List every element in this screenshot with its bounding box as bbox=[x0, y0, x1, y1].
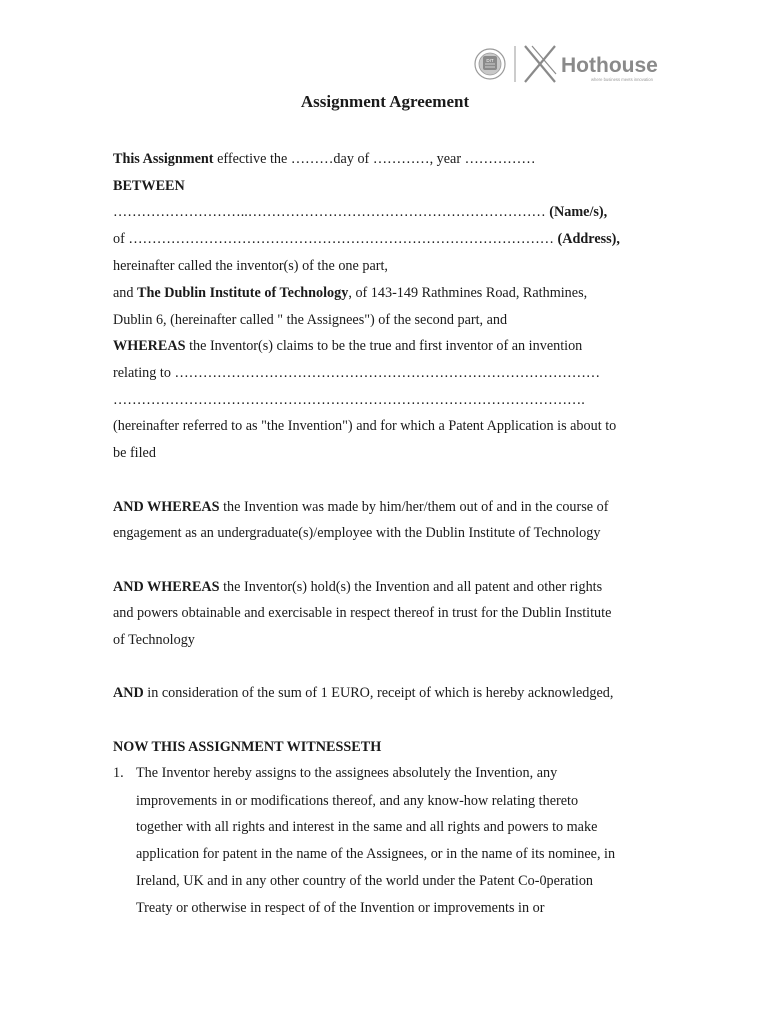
address-prefix: of ……………………………………………………………………………… bbox=[113, 231, 558, 247]
intro-line bbox=[113, 150, 536, 168]
inventor-part-line: hereinafter called the inventor(s) of the one part, bbox=[113, 258, 388, 274]
dit-crest-icon bbox=[475, 49, 505, 79]
dublin-line: Dublin 6, (hereinafter called " the Assignees") of the second part, and bbox=[113, 312, 508, 328]
and-whereas-1-line bbox=[113, 498, 608, 516]
whereas-rest: the Inventor(s) claims to be the true and first inventor of an invention bbox=[185, 338, 583, 354]
dots-line: ………………………………………………………………………………………. bbox=[113, 392, 585, 408]
name-dots: ………………………..……………………………………………………… bbox=[113, 204, 550, 220]
and-rest: in consideration of the sum of 1 EURO, receipt of which is hereby acknowledged, bbox=[143, 685, 614, 701]
of-technology-line: of Technology bbox=[113, 632, 195, 648]
document-title: Assignment Agreement bbox=[300, 92, 470, 111]
engagement-line: engagement as an undergraduate(s)/employee with the Dublin Institute of Technology bbox=[113, 525, 601, 541]
clause-number: 1. bbox=[113, 765, 124, 781]
witnesseth-heading: NOW THIS ASSIGNMENT WITNESSETH bbox=[113, 739, 382, 755]
and-whereas-2-rest: the Inventor(s) hold(s) the Invention and all patent and other rights bbox=[219, 579, 603, 595]
name-label: (Name/s), bbox=[549, 204, 608, 220]
and-bold: AND bbox=[113, 685, 144, 701]
relating-line: relating to ……………………………………………………………………………… bbox=[113, 365, 601, 381]
dit-line bbox=[113, 284, 587, 302]
header-logos bbox=[470, 40, 670, 90]
and-whereas-1-bold: AND WHEREAS bbox=[113, 499, 220, 515]
intro-bold: This Assignment bbox=[113, 151, 214, 167]
clause-line: improvements in or modifications thereof, and any know-how relating thereto bbox=[136, 793, 579, 809]
hothouse-tagline: where business meets innovation bbox=[591, 77, 653, 82]
dit-address: , of 143-149 Rathmines Road, Rathmines, bbox=[348, 285, 588, 301]
name-line bbox=[113, 203, 607, 221]
logo-graphic bbox=[470, 40, 670, 90]
intro-rest: effective the ………day of …………, year …………… bbox=[213, 151, 536, 167]
hothouse-x-icon bbox=[525, 46, 556, 82]
and-text: and bbox=[113, 285, 138, 301]
whereas-bold: WHEREAS bbox=[113, 338, 186, 354]
and-whereas-1-rest: the Invention was made by him/her/them out of and in the course of bbox=[219, 499, 609, 515]
address-label: (Address), bbox=[557, 231, 620, 247]
hereinafter-line: (hereinafter referred to as "the Invention") and for which a Patent Application is about to bbox=[113, 418, 617, 434]
and-whereas-2-bold: AND WHEREAS bbox=[113, 579, 220, 595]
dit-logo-text: DIT bbox=[486, 58, 494, 63]
clause-line: Treaty or otherwise in respect of of the Invention or improvements in or bbox=[136, 900, 545, 916]
clause-line: The Inventor hereby assigns to the assignees absolutely the Invention, any bbox=[136, 765, 558, 781]
and-whereas-2-line bbox=[113, 578, 602, 596]
powers-line: and powers obtainable and exercisable in respect thereof in trust for the Dublin Institute bbox=[113, 605, 612, 621]
clause-line: application for patent in the name of the Assignees, or in the name of its nominee, in bbox=[136, 846, 616, 862]
between-heading: BETWEEN bbox=[113, 178, 185, 194]
address-line bbox=[113, 230, 620, 248]
dit-name: The Dublin Institute of Technology bbox=[137, 285, 349, 301]
be-filed-line: be filed bbox=[113, 445, 156, 461]
clause-line: together with all rights and interest in the same and all rights and powers to make bbox=[136, 819, 598, 835]
hothouse-logo-text: Hothouse bbox=[561, 54, 658, 77]
consideration-line bbox=[113, 684, 613, 702]
clause-line: Ireland, UK and in any other country of the world under the Patent Co-0peration bbox=[136, 873, 594, 889]
whereas-line bbox=[113, 337, 582, 355]
